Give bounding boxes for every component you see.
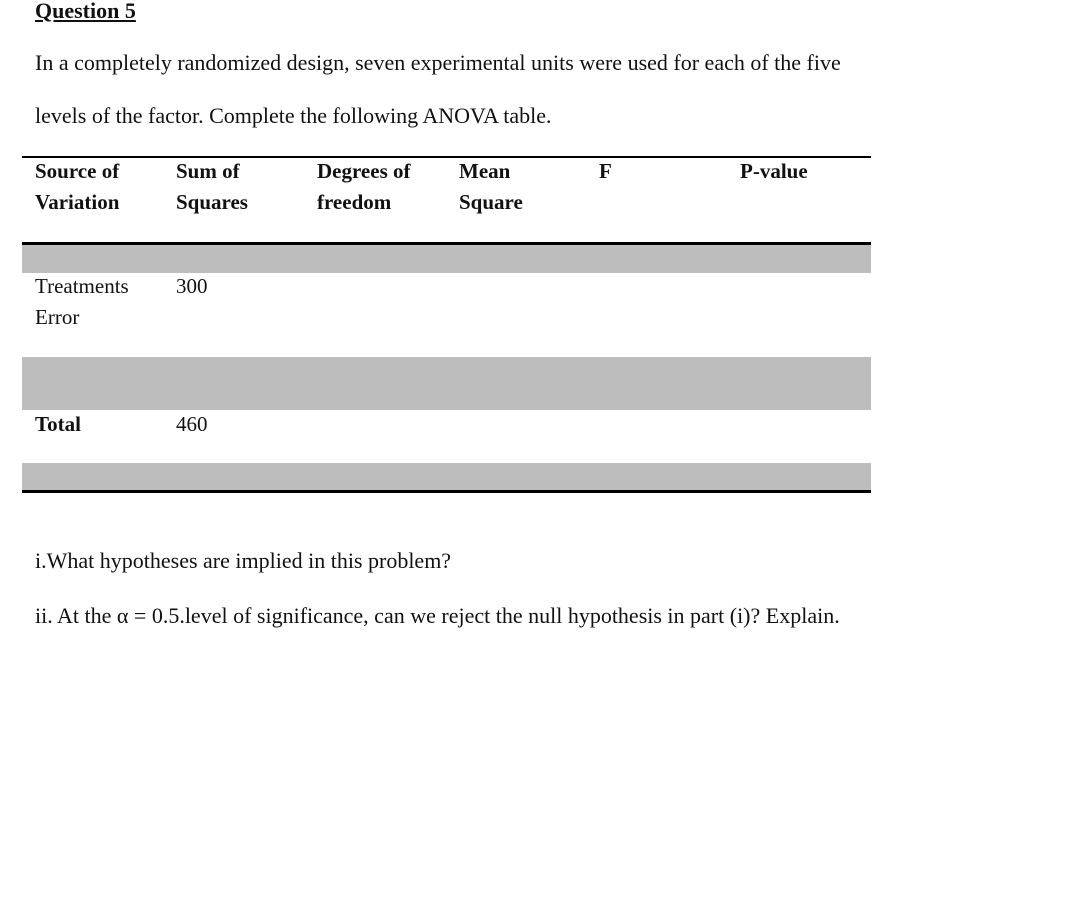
shaded-band [22,357,871,410]
shaded-band [22,463,871,490]
row-ss-treatments: 300 [176,274,208,298]
header-sum-of-squares: Sum of Squares [176,159,248,214]
part-ii-question: ii. At the α = 0.5.level of significance, can we reject the null hypothesis in part (i)? Explain. [35,603,840,628]
header-degrees-of-freedom: Degrees of freedom [317,159,411,214]
header-mean-square: Mean Square [459,159,523,214]
part-i-question: i.What hypotheses are implied in this problem? [35,548,452,573]
row-ss-total: 460 [176,412,208,436]
header-source-of-variation: Source of Variation [35,159,120,214]
question-intro-line-2: levels of the factor. Complete the following ANOVA table. [35,103,552,128]
question-title: Question 5 [35,0,136,23]
header-p-value: P-value [740,159,808,183]
question-intro-line-1: In a completely randomized design, seven experimental units were used for each of the five [35,50,841,75]
row-source-error: Error [35,305,80,329]
header-f: F [599,159,612,183]
row-source-treatments: Treatments [35,274,129,298]
row-source-total: Total [35,412,81,436]
shaded-band [22,245,871,273]
table-bottom-rule [22,490,871,493]
